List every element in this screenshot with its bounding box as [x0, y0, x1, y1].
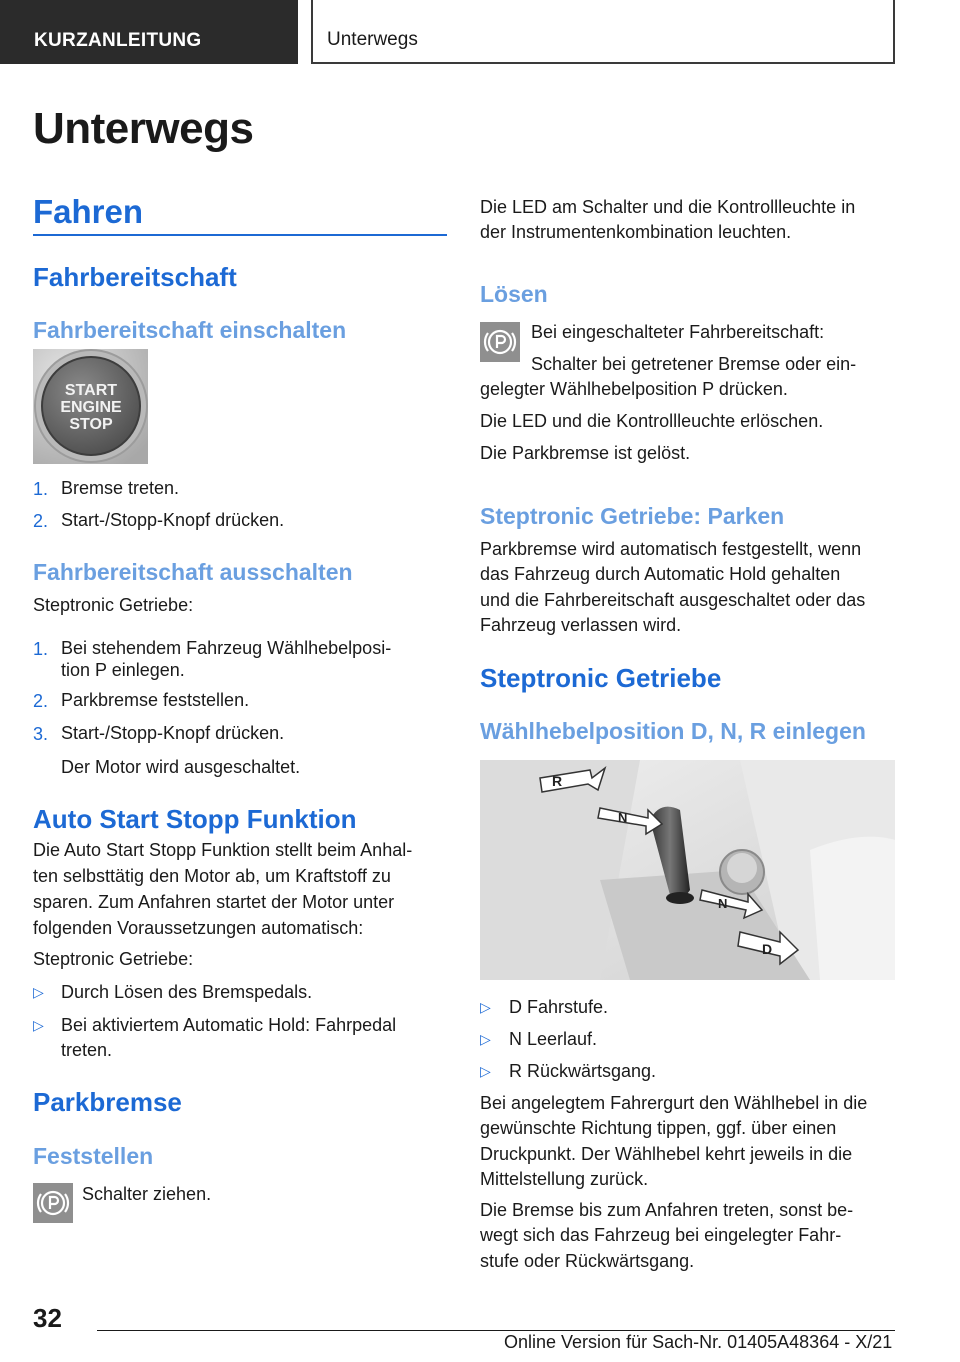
stop-label: STOP [69, 416, 113, 433]
paragraph-line: Druckpunkt. Der Wählhebel kehrt jeweils in die [480, 1144, 853, 1164]
step-number: 2. [33, 511, 49, 531]
bullet-triangle-icon: ▷ [480, 999, 491, 1015]
paragraph-line: Schalter bei getretener Bremse oder ein- [531, 354, 857, 374]
bullet-triangle-icon: ▷ [33, 984, 44, 1000]
parking-brake-icon [33, 1183, 73, 1223]
gear-label-n-upper: N [618, 810, 628, 825]
gear-label-r: R [552, 773, 563, 789]
paragraph-line: Die Bremse bis zum Anfahren treten, sonst be- [480, 1200, 854, 1220]
heading-fahren: Fahren [33, 193, 144, 230]
bullet-text: N Leerlauf. [509, 1029, 598, 1049]
footer-rule [97, 1330, 895, 1331]
start-label: START [64, 382, 118, 399]
paragraph-line: gelegter Wählhebelposition P drücken. [480, 379, 788, 399]
paragraph-line: Bei angelegtem Fahrergurt den Wählhebel in die [480, 1093, 868, 1113]
step-text: tion P einlegen. [61, 660, 185, 680]
footer-version-text: Online Version für Sach-Nr. 01405A48364 - X/21 [504, 1332, 893, 1352]
parking-brake-icon [480, 322, 520, 362]
section-tab: Unterwegs [311, 0, 895, 64]
paragraph: Steptronic Getriebe: [33, 595, 194, 615]
parking-brake-symbol [480, 322, 520, 362]
paragraph: Steptronic Getriebe: [33, 949, 194, 969]
paragraph-line: Die LED am Schalter und die Kontrollleuchte in [480, 197, 856, 217]
heading-feststellen: Feststellen [33, 1143, 154, 1169]
paragraph-line: Bei eingeschalteter Fahrbereitschaft: [531, 322, 825, 342]
heading-loesen: Lösen [480, 281, 548, 307]
bullet-text: treten. [61, 1040, 113, 1060]
bullet-triangle-icon: ▷ [480, 1031, 491, 1047]
gear-label-d: D [762, 941, 773, 957]
paragraph-line: Parkbremse wird automatisch festgestellt, wenn [480, 539, 862, 559]
paragraph-line: Fahrzeug verlassen wird. [480, 615, 682, 635]
bullet-triangle-icon: ▷ [480, 1063, 491, 1079]
heading-autostart: Auto Start Stopp Funktion [33, 804, 357, 834]
bullet-text: R Rückwärtsgang. [509, 1061, 657, 1081]
page-number: 32 [33, 1303, 62, 1333]
heading-getriebe: Steptronic Getriebe [480, 663, 722, 693]
start-stop-button-photo [33, 349, 148, 464]
parking-brake-symbol [33, 1183, 73, 1223]
paragraph-line: das Fahrzeug durch Automatic Hold gehalten [480, 564, 841, 584]
paragraph-line: ten selbsttätig den Motor ab, um Kraftstoff zu [33, 866, 391, 886]
step-number: 1. [33, 479, 49, 499]
gear-label-n-lower: N [718, 896, 728, 911]
paragraph-line: stufe oder Rückwärtsgang. [480, 1251, 695, 1271]
paragraph: Die Parkbremse ist gelöst. [480, 443, 691, 463]
bullet-triangle-icon: ▷ [33, 1017, 44, 1033]
paragraph-line: gewünschte Richtung tippen, ggf. über einen [480, 1118, 837, 1138]
step-text: Bei stehendem Fahrzeug Wählhebelposi- [61, 638, 392, 658]
step-note: Der Motor wird ausgeschaltet. [61, 757, 301, 777]
paragraph: Schalter ziehen. [82, 1184, 212, 1204]
page-title: Unterwegs [33, 104, 254, 153]
step-number: 3. [33, 724, 49, 744]
paragraph-line: wegt sich das Fahrzeug bei eingelegter Fahr- [480, 1225, 842, 1245]
heading-ausschalten: Fahrbereitschaft ausschalten [33, 559, 353, 585]
paragraph-line: Die Auto Start Stopp Funktion stellt beim Anhal- [33, 840, 413, 860]
heading-parkbremse: Parkbremse [33, 1087, 182, 1117]
gear-selector-photo [480, 760, 895, 980]
paragraph: Die LED und die Kontrollleuchte erlöschen. [480, 411, 824, 431]
paragraph-line: Mittelstellung zurück. [480, 1169, 649, 1189]
paragraph-line: der Instrumentenkombination leuchten. [480, 222, 792, 242]
step-number: 1. [33, 639, 49, 659]
heading-fahrbereitschaft: Fahrbereitschaft [33, 262, 237, 292]
start-button-illustration [33, 349, 148, 464]
step-text: Start-/Stopp-Knopf drücken. [61, 723, 285, 743]
bullet-text: Bei aktiviertem Automatic Hold: Fahrpedal [61, 1015, 397, 1035]
heading-parken: Steptronic Getriebe: Parken [480, 503, 785, 529]
bullet-text: Durch Lösen des Bremspedals. [61, 982, 313, 1002]
paragraph-line: und die Fahrbereitschaft ausgeschaltet oder das [480, 590, 866, 610]
step-text: Parkbremse feststellen. [61, 690, 250, 710]
paragraph-line: sparen. Zum Anfahren startet der Motor unter [33, 892, 395, 912]
paragraph-line: folgenden Voraussetzungen automatisch: [33, 918, 364, 938]
step-text: Bremse treten. [61, 478, 180, 498]
engine-label: ENGINE [60, 399, 122, 416]
chapter-tab: KURZANLEITUNG [0, 0, 298, 64]
step-text: Start-/Stopp-Knopf drücken. [61, 510, 285, 530]
bullet-text: D Fahrstufe. [509, 997, 609, 1017]
heading-rule [33, 234, 447, 236]
heading-waehlhebel: Wählhebelposition D, N, R einlegen [480, 718, 866, 744]
gear-selector-illustration [480, 760, 895, 980]
step-number: 2. [33, 691, 49, 711]
heading-einschalten: Fahrbereitschaft einschalten [33, 317, 347, 343]
